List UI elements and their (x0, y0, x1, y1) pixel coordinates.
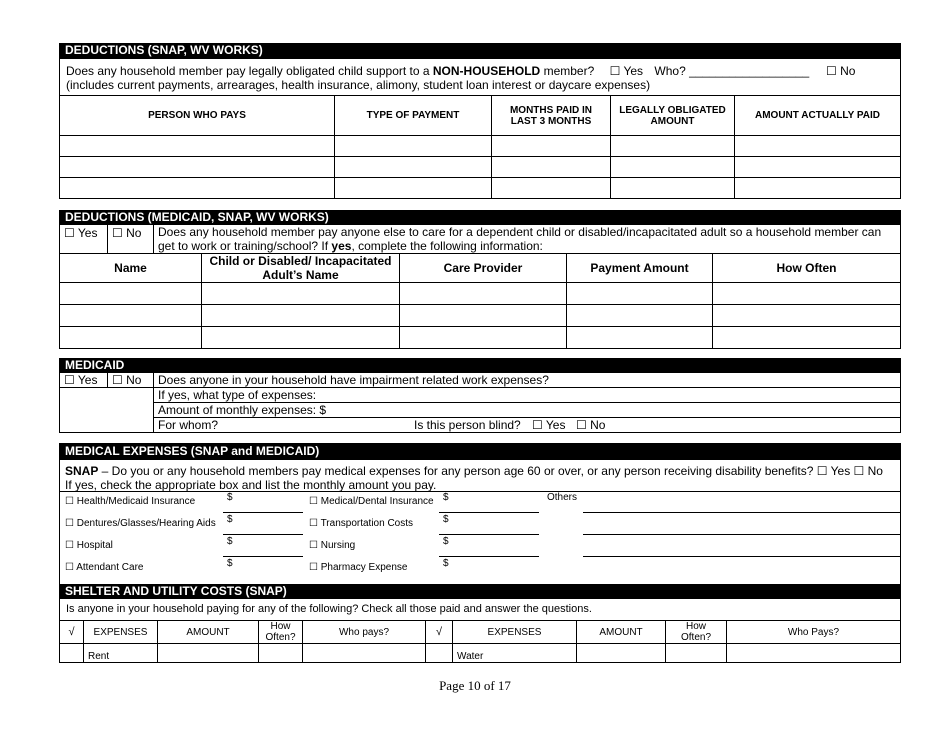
col-how-often: How Often (713, 254, 901, 283)
page-number: Page 10 of 17 (439, 678, 511, 693)
child-support-table (59, 95, 901, 199)
blind-no-checkbox[interactable]: ☐ No (576, 418, 606, 432)
col-name: Name (60, 254, 202, 283)
col-payment-amount: Payment Amount (567, 254, 713, 283)
no-checkbox[interactable]: ☐ No (108, 373, 154, 388)
medical-dental-insurance-checkbox[interactable]: ☐ Medical/Dental Insurance (309, 496, 434, 507)
amount-line[interactable] (223, 534, 303, 535)
col-amount-paid: AMOUNT ACTUALLY PAID (735, 96, 901, 136)
dependent-care-table (59, 254, 901, 349)
dentures-glasses-checkbox[interactable]: ☐ Dentures/Glasses/Hearing Aids (65, 518, 216, 529)
blind-yes-checkbox[interactable]: ☐ Yes (532, 418, 566, 432)
table-row[interactable] (60, 178, 901, 199)
section-header: SHELTER AND UTILITY COSTS (SNAP) (59, 584, 901, 598)
amount-line[interactable] (439, 556, 539, 557)
check-column: √ (426, 621, 453, 644)
snap-medical-question: SNAP – Do you or any household members pay medical expenses for any person age 60 or over, or any person receiving disability benefits? ☐ Yes ☐ No (65, 464, 883, 478)
yes-checkbox[interactable]: ☐ Yes (609, 64, 644, 78)
who-field[interactable]: Who? __________________ (654, 64, 810, 78)
amount-line[interactable] (223, 512, 303, 513)
expense-type-field[interactable]: If yes, what type of expenses: (154, 388, 901, 403)
table-row[interactable] (60, 157, 901, 178)
amount-line[interactable] (439, 512, 539, 513)
section-header: DEDUCTIONS (MEDICAID, SNAP, WV WORKS) (59, 210, 901, 224)
medicaid-section (59, 358, 901, 433)
col-months-paid: MONTHS PAID IN LAST 3 MONTHS (492, 96, 611, 136)
col-legally-obligated: LEGALLY OBLIGATED AMOUNT (611, 96, 735, 136)
yes-checkbox[interactable]: ☐ Yes (60, 373, 108, 388)
child-support-question: Does any household member pay legally obligated child support to a NON-HOUSEHOLD member? ☐ Yes Who? __________________ ☐ No (includes current payments, arrearages, health insurance, alimony, student loan interest or daycare expenses) (59, 58, 901, 95)
others-line[interactable] (583, 534, 901, 535)
monthly-amount-field[interactable]: Amount of monthly expenses: $ (154, 403, 901, 418)
transportation-costs-checkbox[interactable]: ☐ Transportation Costs (309, 518, 414, 529)
others-line[interactable] (583, 556, 901, 557)
table-row[interactable] (60, 283, 901, 305)
section-header: DEDUCTIONS (SNAP, WV WORKS) (59, 43, 901, 58)
blind-question: Is this person blind? (414, 418, 521, 432)
nursing-checkbox[interactable]: ☐ Nursing (309, 540, 356, 551)
yes-checkbox[interactable]: ☐ Yes (60, 225, 108, 254)
expense-water: Water (453, 644, 577, 663)
expense-rent: Rent (84, 644, 158, 663)
impairment-expense-table (59, 372, 901, 433)
attendant-care-checkbox[interactable]: ☐ Attendant Care (65, 562, 144, 573)
table-row[interactable] (60, 136, 901, 157)
health-medicaid-insurance-checkbox[interactable]: ☐ Health/Medicaid Insurance (65, 496, 196, 507)
shelter-utility-section (59, 584, 901, 663)
hospital-checkbox[interactable]: ☐ Hospital (65, 540, 113, 551)
impairment-question: Does anyone in your household have impairment related work expenses? (154, 373, 901, 388)
table-row[interactable] (60, 305, 901, 327)
col-care-provider: Care Provider (400, 254, 567, 283)
table-row[interactable] (60, 644, 901, 663)
section-header: MEDICAID (59, 358, 901, 372)
no-checkbox[interactable]: ☐ No (108, 225, 154, 254)
shelter-costs-table: √ EXPENSES AMOUNT How Often? Who pays? √ EXPENSES AMOUNT How Often? Who Pays? Rent Water (59, 620, 901, 663)
col-type-of-payment: TYPE OF PAYMENT (335, 96, 492, 136)
others-line[interactable] (583, 512, 901, 513)
col-person-who-pays: PERSON WHO PAYS (60, 96, 335, 136)
for-whom-field[interactable]: For whom? (158, 418, 219, 432)
pharmacy-expense-checkbox[interactable]: ☐ Pharmacy Expense (309, 562, 408, 573)
deductions-medicaid-section (59, 210, 901, 349)
dependent-care-question: ☐ Yes ☐ No Does any household member pay anyone else to care for a dependent child or disabled/incapacitated adult so a household member can get to work or training/school? If yes, complete the following information: (59, 224, 901, 254)
amount-line[interactable] (223, 556, 303, 557)
shelter-question: Is anyone in your household paying for any of the following? Check all those paid and answer the questions. (59, 598, 901, 620)
section-header: MEDICAL EXPENSES (SNAP and MEDICAID) (59, 443, 901, 459)
rent-checkbox[interactable] (60, 644, 84, 663)
deductions-snap-section (59, 43, 901, 199)
no-checkbox[interactable]: ☐ No (826, 64, 856, 78)
check-column: √ (60, 621, 84, 644)
others-label: Others (547, 492, 578, 503)
amount-line[interactable] (439, 534, 539, 535)
water-checkbox[interactable] (426, 644, 453, 663)
table-row[interactable] (60, 327, 901, 349)
col-child-adult-name: Child or Disabled/ Incapacitated Adult’s Name (202, 254, 400, 283)
medical-expenses-section: MEDICAL EXPENSES (SNAP and MEDICAID) SNAP – Do you or any household members pay medical expenses for any person age 60 or over, or any person receiving disability benefits? ☐ Yes ☐ No If yes, check the appropriate box and list the monthly amount you pay. ☐ Health/Medicaid Insurance ☐ Dentures/Glasses/Hearing Aids ☐ Hospital ☐ Attendant Care $ $ $ $ ☐ Medical/Dental Insurance ☐ Transportation Costs ☐ Nursing ☐ Pharmacy Expense $ $ $ $ Others (59, 443, 901, 585)
